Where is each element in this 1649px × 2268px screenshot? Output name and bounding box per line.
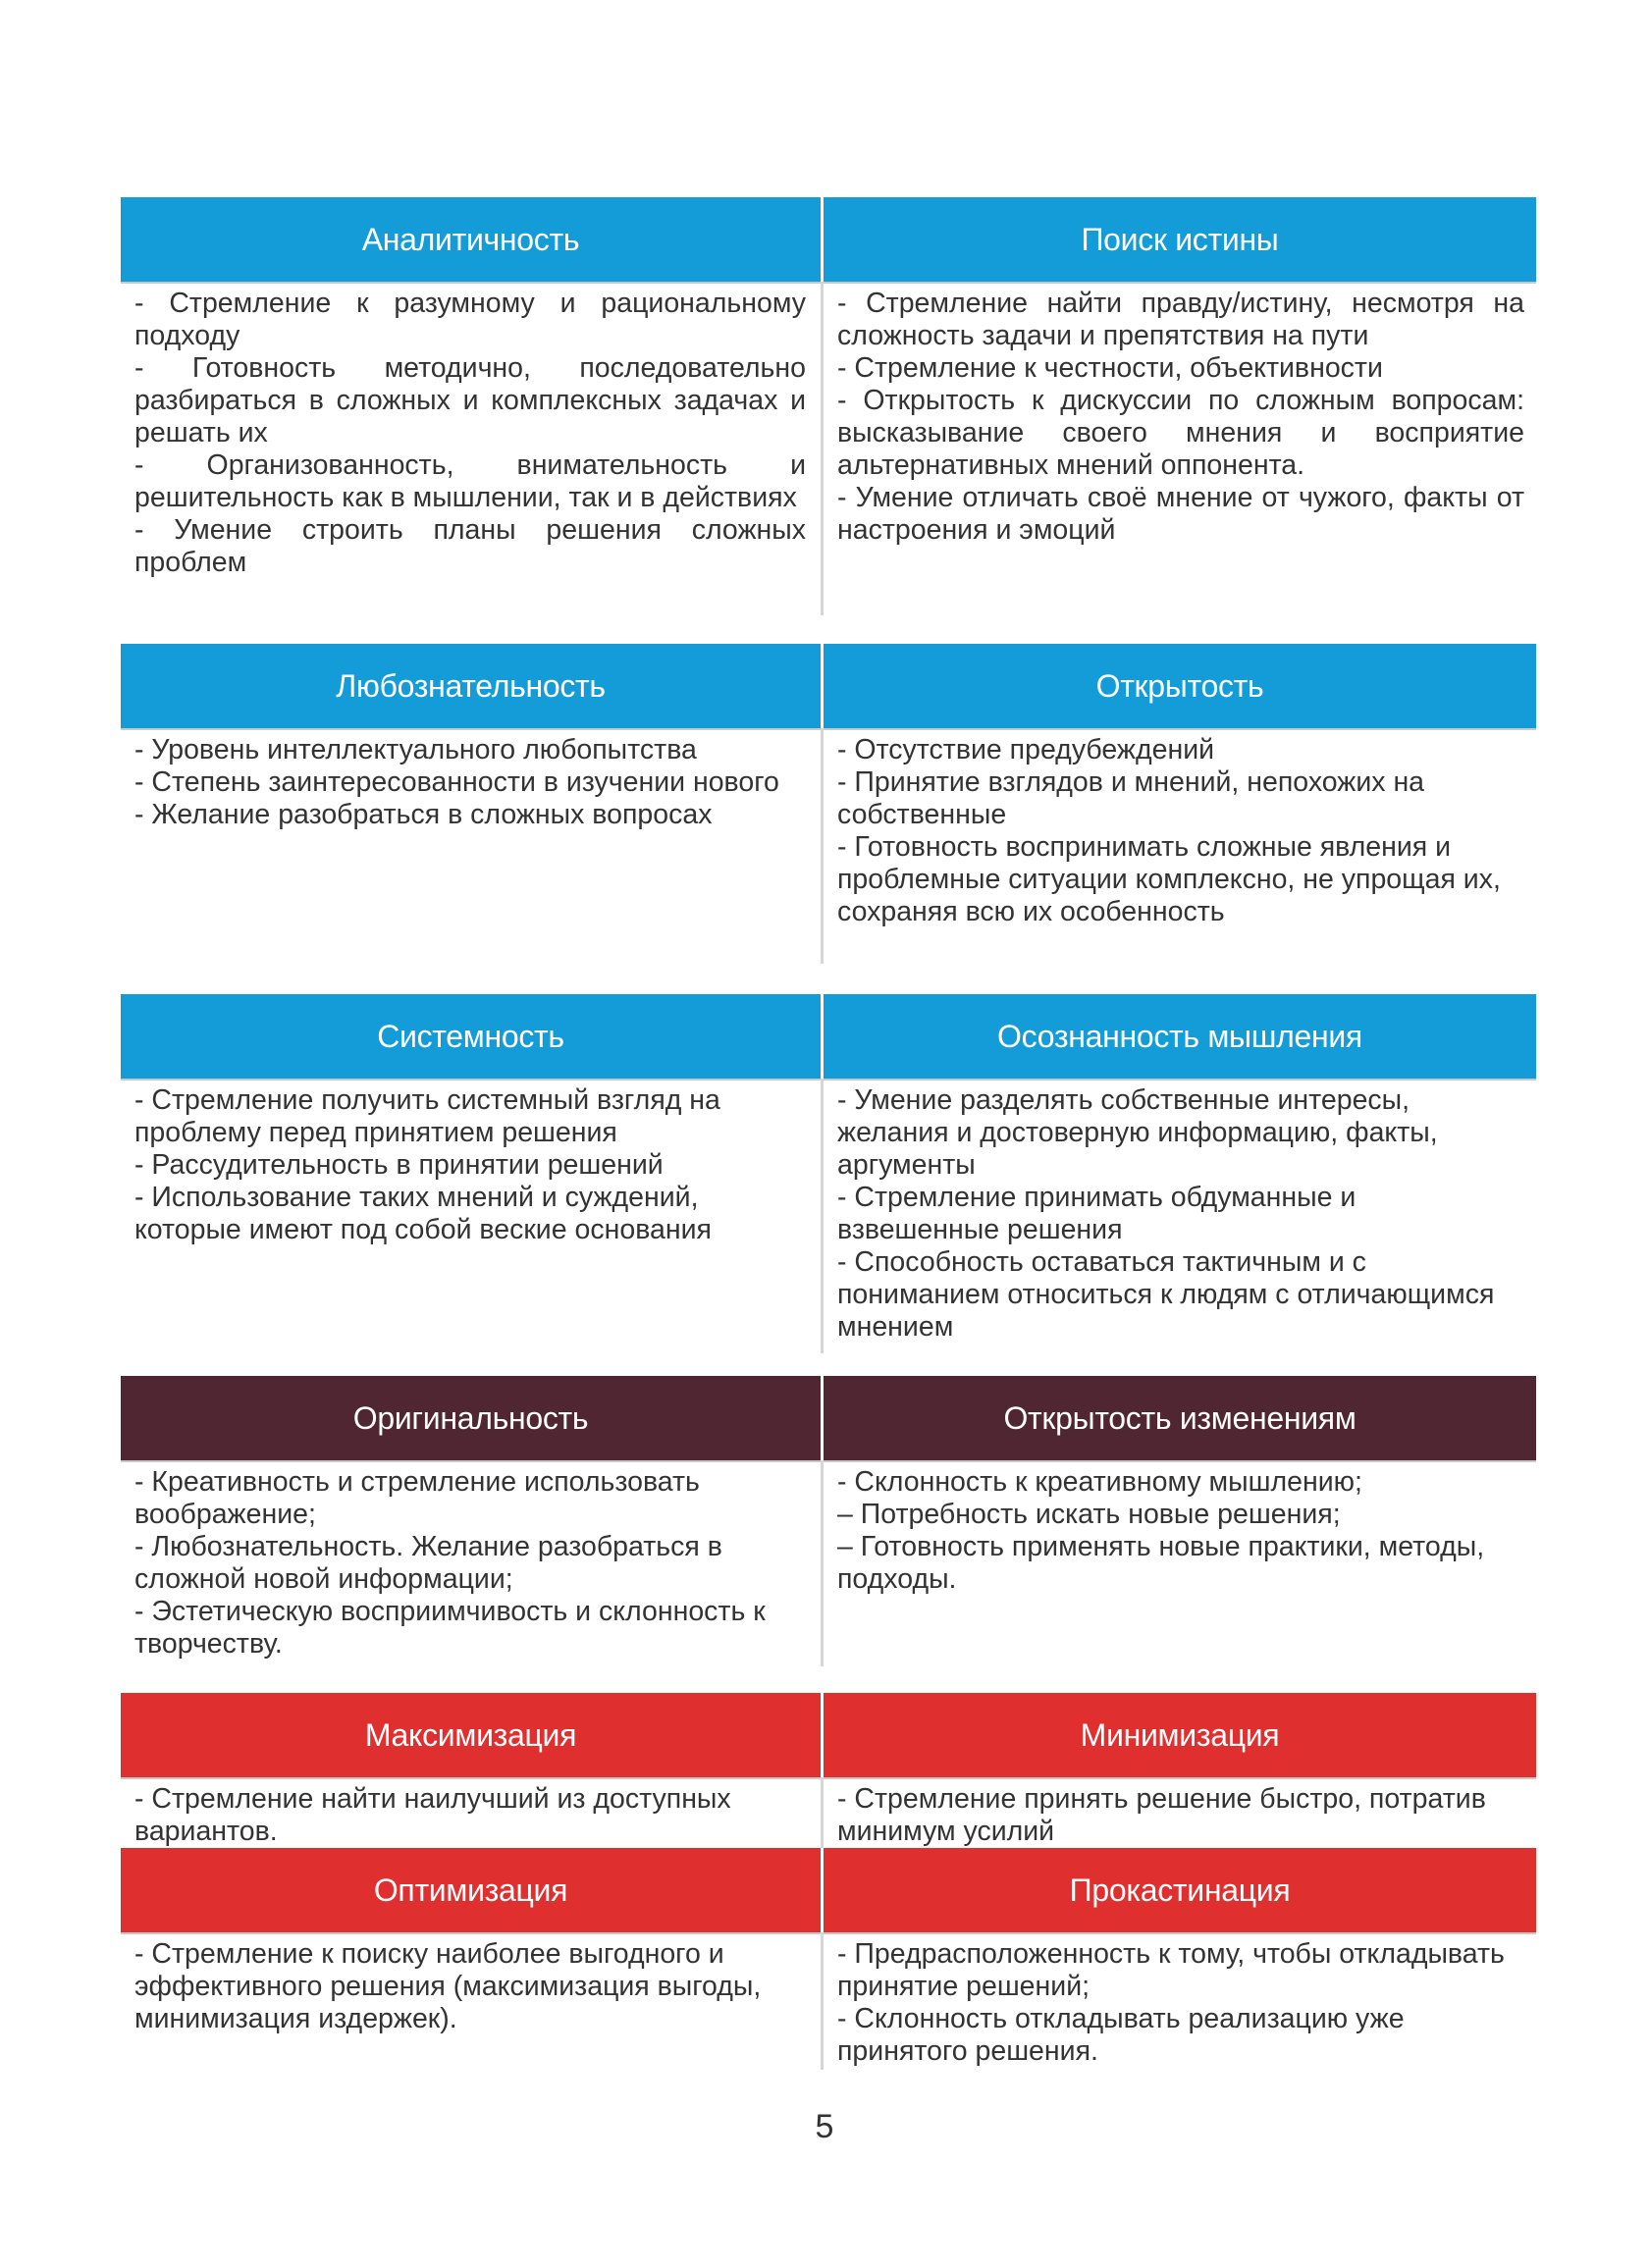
- description-minimization: [837, 1783, 1524, 1848]
- list-item: - Стремление найти правду/истину, несмотря на сложность задачи и препятствия на пути: [837, 288, 1524, 351]
- trait-block-originality: [121, 1376, 1536, 1680]
- list-item: - Уровень интеллектуального любопытства: [134, 734, 697, 765]
- column-divider: [821, 282, 824, 615]
- list-item: - Стремление принимать обдуманные и взвешенные решения: [837, 1182, 1356, 1245]
- list-item: - Предрасположенность к тому, чтобы откладывать принятие решений;: [837, 1938, 1505, 2002]
- list-item: - Склонность откладывать реализацию уже принятого решения.: [837, 2003, 1405, 2067]
- description-procrastination: [837, 1938, 1524, 2068]
- description-originality: [134, 1466, 806, 1661]
- column-divider: [821, 1079, 824, 1353]
- header-curiosity: Любознательность: [121, 644, 821, 728]
- trait-block-maximization: [121, 1693, 1536, 1850]
- header-underline: [121, 1932, 1536, 1934]
- list-item: - Умение отличать своё мнение от чужого, факты от настроения и эмоций: [837, 482, 1524, 546]
- list-item: - Стремление найти наилучший из доступных вариантов.: [134, 1783, 731, 1847]
- list-item: - Стремление к разумному и рациональному подходу: [134, 288, 806, 351]
- list-item: - Креативность и стремление использовать воображение;: [134, 1466, 700, 1530]
- list-item: – Готовность применять новые практики, методы, подходы.: [837, 1531, 1485, 1595]
- list-item: - Готовность воспринимать сложные явления и проблемные ситуации комплексно, не упрощая их, сохраняя всю их особенность: [837, 831, 1501, 927]
- column-divider: [821, 728, 824, 964]
- list-item: - Эстетическую восприимчивость и склонность к творчеству.: [134, 1596, 766, 1660]
- list-item: - Умение строить планы решения сложных проблем: [134, 514, 806, 578]
- list-item: - Умение разделять собственные интересы, желания и достоверную информацию, факты, аргументы: [837, 1084, 1438, 1181]
- description-optimization: [134, 1938, 806, 2035]
- description-truth-seeking: [837, 288, 1524, 547]
- list-item: - Стремление получить системный взгляд на проблему перед принятием решения: [134, 1084, 720, 1148]
- header-truth-seeking: Поиск истины: [824, 197, 1536, 282]
- description-maximization: [134, 1783, 806, 1848]
- description-mindfulness: [837, 1084, 1524, 1344]
- list-item: - Использование таких мнений и суждений, которые имеют под собой веские основания: [134, 1182, 712, 1245]
- page-number: 5: [815, 2108, 834, 2145]
- trait-block-analytic: [121, 197, 1536, 619]
- header-analytic: Аналитичность: [121, 197, 821, 282]
- header-underline: [121, 1079, 1536, 1081]
- trait-block-curiosity: [121, 644, 1536, 987]
- header-mindfulness: Осознанность мышления: [824, 994, 1536, 1079]
- list-item: - Принятие взглядов и мнений, непохожих на собственные: [837, 766, 1425, 830]
- header-optimization: Оптимизация: [121, 1848, 821, 1932]
- header-maximization: Максимизация: [121, 1693, 821, 1777]
- header-underline: [121, 1777, 1536, 1779]
- header-openness: Открытость: [824, 644, 1536, 728]
- list-item: - Открытость к дискуссии по сложным вопросам: высказывание своего мнения и восприятие альтернативных мнений оппонента.: [837, 385, 1524, 481]
- column-divider: [821, 1460, 824, 1666]
- list-item: - Степень заинтересованности в изучении нового: [134, 766, 779, 798]
- header-procrastination: Прокастинация: [824, 1848, 1536, 1932]
- list-item: – Потребность искать новые решения;: [837, 1499, 1341, 1530]
- description-openness-to-change: [837, 1466, 1524, 1596]
- description-systemic: [134, 1084, 806, 1246]
- header-underline: [121, 728, 1536, 730]
- header-originality: Оригинальность: [121, 1376, 821, 1460]
- list-item: - Отсутствие предубеждений: [837, 734, 1215, 765]
- column-divider: [821, 1932, 824, 2070]
- header-underline: [121, 282, 1536, 284]
- list-item: - Любознательность. Желание разобраться в сложной новой информации;: [134, 1531, 722, 1595]
- list-item: - Готовность методично, последовательно разбираться в сложных и комплексных задачах и решать их: [134, 352, 806, 448]
- header-minimization: Минимизация: [824, 1693, 1536, 1777]
- list-item: - Желание разобраться в сложных вопросах: [134, 799, 713, 830]
- header-underline: [121, 1460, 1536, 1462]
- list-item: - Организованность, внимательность и решительность как в мышлении, так и в действиях: [134, 449, 806, 513]
- list-item: - Стремление к поиску наиболее выгодного и эффективного решения (максимизация выгоды, минимизация издержек).: [134, 1938, 762, 2034]
- list-item: - Склонность к креативному мышлению;: [837, 1466, 1362, 1498]
- list-item: - Стремление принять решение быстро, потратив минимум усилий: [837, 1783, 1486, 1847]
- header-systemic: Системность: [121, 994, 821, 1079]
- trait-block-systemic: [121, 994, 1536, 1367]
- list-item: - Способность оставаться тактичным и с пониманием относиться к людям с отличающимся мнением: [837, 1246, 1495, 1343]
- list-item: - Рассудительность в принятии решений: [134, 1149, 664, 1181]
- list-item: - Стремление к честности, объективности: [837, 352, 1383, 384]
- description-analytic: [134, 288, 806, 579]
- header-openness-to-change: Открытость изменениям: [824, 1376, 1536, 1460]
- description-curiosity: [134, 734, 806, 831]
- description-openness: [837, 734, 1524, 928]
- column-divider: [821, 1777, 824, 1848]
- trait-block-optimization: [121, 1848, 1536, 2074]
